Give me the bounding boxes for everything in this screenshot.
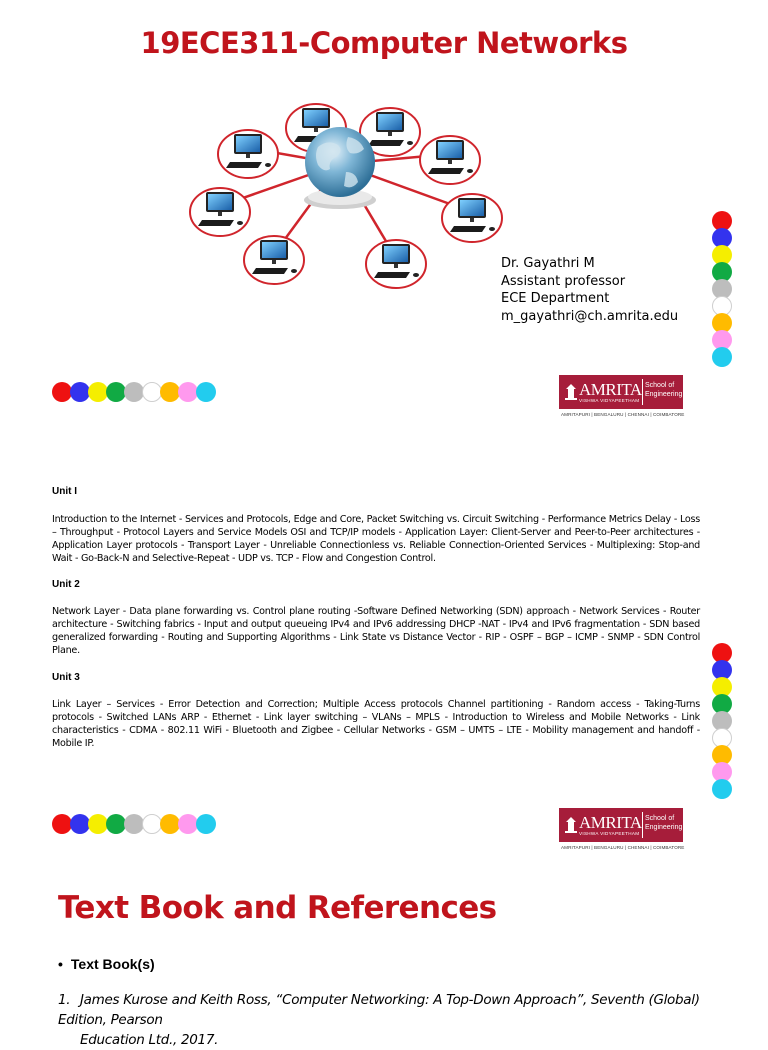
color-dot (142, 382, 162, 402)
color-dot (106, 814, 126, 834)
color-dot (106, 382, 126, 402)
color-dot (178, 814, 198, 834)
author-department: ECE Department (501, 291, 610, 306)
color-dot (124, 382, 144, 402)
unit-2-text: Network Layer - Data plane forwarding vs. Control plane routing -Software Defined Networking (SDN) approach - Network Services - Router architecture - Switching fabrics - Input and output queueing IPv4 and IPv6 addressing DHCP -NAT - IPv4 and IPv6 fragmentation - SDN based generalized forwarding - Routing and Supporting Algorithms - Link State vs Distance Vector - RIP - OSPF – BGP – ICMP - SNMP - SDN Control Plane. (52, 606, 700, 656)
unit-1-title: Unit I (52, 486, 77, 497)
color-dot (142, 814, 162, 834)
color-dot (52, 382, 72, 402)
logo-subtitle: VISHWA VIDYAPEETHAM (579, 398, 640, 403)
slide-syllabus (0, 440, 768, 860)
amrita-logo (559, 808, 685, 858)
unit-2-title: Unit 2 (52, 579, 80, 590)
logo-campuses: AMRITAPURI | BENGALURU | CHENNAI | COIMBATORE (561, 412, 685, 417)
color-dot (124, 814, 144, 834)
references-title: Text Book and References (58, 890, 497, 926)
color-dot (712, 347, 732, 367)
unit-1-text: Introduction to the Internet - Services and Protocols, Edge and Core, Packet Switching vs. Circuit Switching - Performance Metrics Delay - Loss – Throughput - Protocol Layers and Service Models OSI and TCP/IP models - Application Layer: Client-Server and Peer-to-Peer architectures - Application Layer protocols - Transport Layer - Unreliable Connectionless vs. Reliable Connection-Oriented Services - Multiplexing: Stop-and Wait - Go-Back-N and Selective-Repeat - UDP vs. TCP - Flow and Congestion Control. (52, 514, 700, 564)
color-dot (70, 814, 90, 834)
logo-brand: AMRITA (579, 813, 642, 832)
reference-1-line-1: James Kurose and Keith Ross, “Computer Networking: A Top-Down Approach”, Seventh (Global) Edition, Pearson (58, 992, 700, 1028)
logo-campuses: AMRITAPURI | BENGALURU | CHENNAI | COIMBATORE (561, 845, 685, 850)
color-dot (178, 382, 198, 402)
reference-1-number: 1. (58, 992, 71, 1008)
author-title: Assistant professor (501, 273, 626, 289)
logo-subtitle: VISHWA VIDYAPEETHAM (579, 831, 640, 836)
color-dot (196, 382, 216, 402)
textbook-heading (58, 956, 155, 972)
color-dots-column (712, 643, 732, 796)
amrita-emblem-icon (564, 816, 578, 834)
color-dot (712, 779, 732, 799)
color-dot (70, 382, 90, 402)
author-email: m_gayathri@ch.amrita.edu (501, 308, 679, 324)
color-dot (88, 814, 108, 834)
bullet: • (58, 956, 63, 972)
color-dot (160, 814, 180, 834)
color-dots-row (52, 382, 214, 402)
reference-1-line-2: Education Ltd., 2017. (80, 1032, 219, 1048)
slide-title (0, 0, 768, 440)
course-title: 19ECE311-Computer Networks (140, 26, 628, 60)
unit-3-text: Link Layer – Services - Error Detection and Correction; Multiple Access protocols Channel partitioning - Random access - Taking-Turns protocols - Switched LANs ARP - Ethernet - Link layer switching – VLANs – MPLS - Introduction to Wireless and Mobile Networks - Link characteristics - CDMA - 802.11 WiFi - Bluetooth and Zigbee - Cellular Networks - GSM – UMTS – LTE - Mobility management and handoff - Mobile IP. (52, 699, 700, 749)
author-info (501, 255, 678, 325)
network-illustration (188, 102, 496, 314)
globe-icon (305, 127, 375, 197)
color-dot (160, 382, 180, 402)
color-dot (196, 814, 216, 834)
color-dot (52, 814, 72, 834)
author-name: Dr. Gayathri M (501, 256, 595, 271)
color-dots-column (712, 211, 732, 364)
textbook-heading-label: Text Book(s) (70, 956, 155, 972)
logo-school: School of Engineering (645, 382, 683, 398)
unit-3-title: Unit 3 (52, 672, 80, 683)
logo-school: School of Engineering (645, 815, 683, 831)
slide-references (0, 860, 768, 1048)
amrita-logo (559, 375, 685, 425)
amrita-emblem-icon (564, 383, 578, 401)
color-dots-row (52, 814, 214, 834)
logo-brand: AMRITA (579, 380, 642, 399)
reference-1 (58, 990, 718, 1050)
color-dot (88, 382, 108, 402)
